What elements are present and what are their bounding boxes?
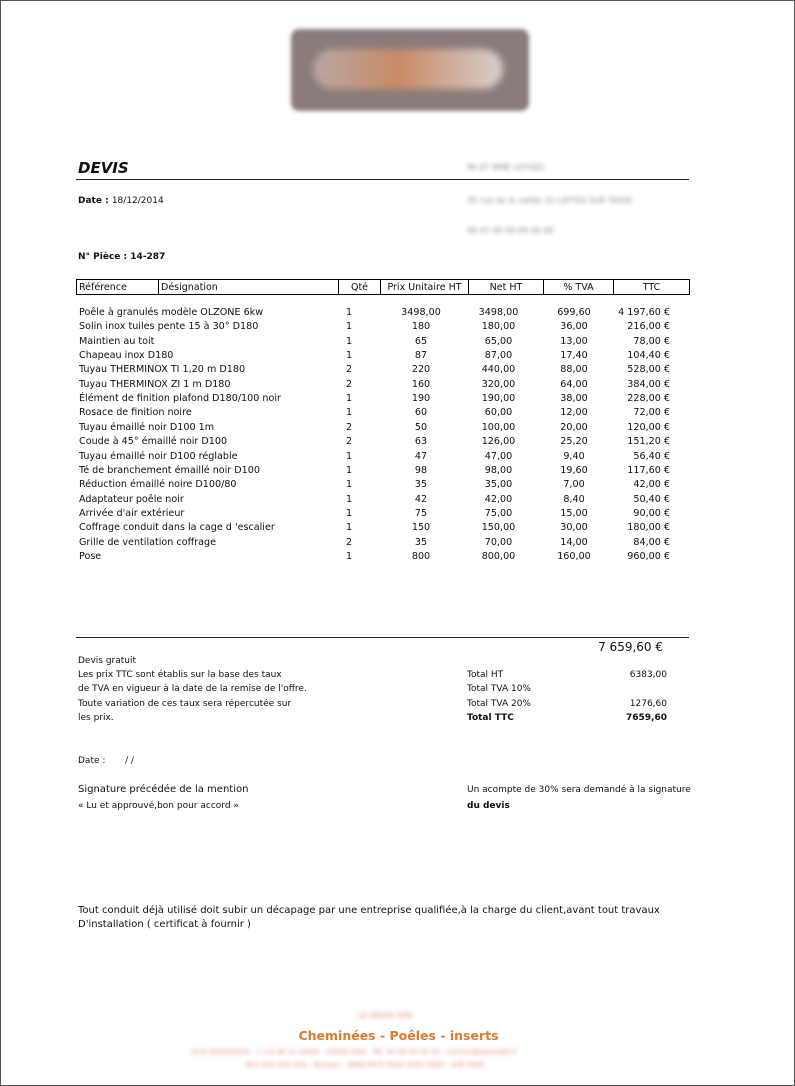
row-ttc: 4 197,60 € bbox=[618, 307, 670, 318]
header-prix-unitaire: Prix Unitaire HT bbox=[381, 280, 469, 295]
row-quantity: 1 bbox=[345, 393, 353, 405]
table-row bbox=[1, 407, 795, 421]
footer-tagline: Cheminées - Poêles - inserts bbox=[298, 1028, 499, 1043]
row-quantity: 1 bbox=[345, 407, 353, 419]
row-ttc: 960,00 € bbox=[627, 550, 670, 562]
row-net-ht: 100,00 bbox=[481, 421, 516, 433]
row-designation: Arrivée d'air extérieur bbox=[79, 507, 185, 519]
row-ttc: 151,20 € bbox=[627, 436, 670, 448]
row-designation: Solin inox tuiles pente 15 à 30° D180 bbox=[79, 321, 259, 333]
row-designation: Coffrage conduit dans la cage d 'escalier bbox=[79, 522, 275, 534]
row-net-ht: 150,00 bbox=[481, 522, 516, 534]
grand-total: 7 659,60 € bbox=[598, 640, 663, 654]
row-designation: Chapeau inox D180 bbox=[79, 350, 174, 362]
row-unit-price: 50 bbox=[414, 421, 428, 433]
date-value: 18/12/2014 bbox=[111, 196, 164, 206]
row-net-ht: 35,00 bbox=[484, 479, 513, 491]
row-unit-price: 35 bbox=[414, 536, 428, 548]
table-row bbox=[1, 551, 795, 565]
total-ttc-label: Total TTC bbox=[467, 713, 514, 723]
conditions-free: Devis gratuit bbox=[78, 656, 137, 666]
total-divider bbox=[76, 637, 689, 638]
row-quantity: 2 bbox=[345, 436, 353, 448]
conditions-line: Toute variation de ces taux sera répercutée sur bbox=[78, 699, 292, 709]
row-ttc: 384,00 € bbox=[627, 378, 670, 390]
row-quantity: 1 bbox=[345, 450, 353, 462]
table-row bbox=[1, 508, 795, 522]
client-phone: 06 47 00 00 00 00 00 bbox=[467, 226, 554, 235]
row-ttc: 50,40 € bbox=[633, 493, 670, 505]
row-ttc: 180,00 € bbox=[627, 522, 670, 534]
row-tva: 88,00 bbox=[560, 364, 588, 376]
row-net-ht: 65,00 bbox=[484, 335, 513, 347]
footer-company: LE DEVIS SAS bbox=[358, 1011, 413, 1020]
row-net-ht: 87,00 bbox=[484, 350, 513, 362]
row-ttc: 528,00 € bbox=[627, 364, 670, 376]
row-quantity: 1 bbox=[345, 479, 353, 491]
row-unit-price: 3498,00 bbox=[401, 307, 441, 318]
row-quantity: 1 bbox=[345, 321, 353, 333]
document-title: DEVIS bbox=[78, 159, 129, 177]
footer-address: Siret 000000000 - 1 rue de La vallée - 00000 Ville - Tél. 00 00 00 00 00 - contact@exemple.fr bbox=[191, 1048, 518, 1056]
row-unit-price: 800 bbox=[411, 550, 431, 562]
row-net-ht: 3498,00 bbox=[478, 307, 519, 318]
row-ttc: 104,40 € bbox=[627, 350, 670, 362]
table-row bbox=[1, 494, 795, 508]
row-ttc: 117,60 € bbox=[627, 464, 670, 476]
row-tva: 9,40 bbox=[563, 450, 585, 462]
total-tva10-label: Total TVA 10% bbox=[467, 684, 531, 694]
row-tva: 64,00 bbox=[560, 378, 588, 390]
row-net-ht: 98,00 bbox=[484, 464, 513, 476]
row-net-ht: 70,00 bbox=[484, 536, 513, 548]
row-quantity: 1 bbox=[345, 350, 353, 362]
table-row bbox=[1, 479, 795, 493]
table-header bbox=[76, 279, 690, 295]
row-unit-price: 160 bbox=[411, 378, 431, 390]
row-ttc: 90,00 € bbox=[633, 507, 670, 519]
table-row bbox=[1, 321, 795, 335]
row-designation: Coude à 45° émaillé noir D100 bbox=[79, 436, 228, 448]
row-unit-price: 87 bbox=[414, 350, 428, 362]
row-unit-price: 190 bbox=[411, 393, 431, 405]
table-row bbox=[1, 336, 795, 350]
table-row bbox=[1, 379, 795, 393]
table-row bbox=[1, 465, 795, 479]
row-net-ht: 42,00 bbox=[484, 493, 513, 505]
row-tva: 14,00 bbox=[560, 536, 588, 548]
signature-date-label: Date : bbox=[78, 756, 106, 766]
signature-mention-text: « Lu et approuvé,bon pour accord » bbox=[78, 801, 239, 811]
header-tva: % TVA bbox=[544, 280, 614, 295]
row-unit-price: 150 bbox=[411, 522, 431, 534]
table-row bbox=[1, 350, 795, 364]
table-row bbox=[1, 537, 795, 551]
row-unit-price: 180 bbox=[411, 321, 431, 333]
row-ttc: 84,00 € bbox=[633, 536, 670, 548]
date-line bbox=[78, 196, 164, 206]
total-ttc-value: 7659,60 bbox=[626, 713, 667, 723]
table-row bbox=[1, 436, 795, 450]
row-net-ht: 190,00 bbox=[481, 393, 516, 405]
piece-line bbox=[78, 252, 165, 262]
row-tva: 7,00 bbox=[563, 479, 585, 491]
row-unit-price: 35 bbox=[414, 479, 428, 491]
row-unit-price: 47 bbox=[414, 450, 428, 462]
row-tva: 19,60 bbox=[560, 464, 588, 476]
row-unit-price: 60 bbox=[414, 407, 428, 419]
total-tva20-value: 1276,60 bbox=[629, 699, 667, 709]
row-unit-price: 75 bbox=[414, 507, 428, 519]
header-designation: Désignation bbox=[159, 280, 339, 295]
row-quantity: 1 bbox=[345, 307, 353, 318]
row-tva: 13,00 bbox=[560, 335, 588, 347]
date-label: Date : bbox=[78, 196, 109, 206]
header-ttc: TTC bbox=[614, 280, 690, 295]
row-tva: 20,00 bbox=[560, 421, 588, 433]
row-unit-price: 65 bbox=[414, 335, 428, 347]
row-ttc: 228,00 € bbox=[627, 393, 670, 405]
row-net-ht: 75,00 bbox=[484, 507, 513, 519]
signature-date-slashes: / / bbox=[125, 756, 134, 766]
row-net-ht: 440,00 bbox=[481, 364, 516, 376]
row-quantity: 1 bbox=[345, 507, 353, 519]
title-divider bbox=[76, 179, 689, 180]
row-net-ht: 126,00 bbox=[481, 436, 516, 448]
row-unit-price: 220 bbox=[411, 364, 431, 376]
company-logo bbox=[291, 29, 529, 111]
row-quantity: 1 bbox=[345, 522, 353, 534]
row-tva: 38,00 bbox=[560, 393, 588, 405]
row-designation: Tuyau THERMINOX ZI 1 m D180 bbox=[79, 378, 231, 390]
row-unit-price: 42 bbox=[414, 493, 428, 505]
total-tva20-label: Total TVA 20% bbox=[467, 699, 531, 709]
row-tva: 36,00 bbox=[560, 321, 588, 333]
row-ttc: 78,00 € bbox=[633, 335, 670, 347]
table-row bbox=[1, 307, 795, 321]
conditions-line: de TVA en vigueur à la date de la remise de l'offre. bbox=[78, 684, 307, 694]
row-unit-price: 98 bbox=[414, 464, 428, 476]
row-designation: Élément de finition plafond D180/100 noir bbox=[79, 393, 281, 405]
notice-line-2: D'installation ( certificat à fournir ) bbox=[78, 919, 251, 930]
header-net-ht: Net HT bbox=[469, 280, 544, 295]
row-net-ht: 60,00 bbox=[484, 407, 513, 419]
piece-value: 14-287 bbox=[130, 252, 166, 262]
table-row bbox=[1, 422, 795, 436]
row-quantity: 2 bbox=[345, 536, 353, 548]
table-row bbox=[1, 393, 795, 407]
row-ttc: 56,40 € bbox=[633, 450, 670, 462]
row-designation: Tuyau émaillé noir D100 réglable bbox=[79, 450, 238, 462]
table-row bbox=[1, 364, 795, 378]
row-designation: Adaptateur poêle noir bbox=[79, 493, 184, 505]
row-ttc: 42,00 € bbox=[633, 479, 670, 491]
row-ttc: 120,00 € bbox=[627, 421, 670, 433]
row-net-ht: 800,00 bbox=[481, 550, 516, 562]
client-address: 35 rue de la vallée 31 LATTES SUR TASSE bbox=[467, 196, 633, 205]
row-quantity: 1 bbox=[345, 550, 353, 562]
table-row bbox=[1, 522, 795, 536]
total-ht-value: 6383,00 bbox=[629, 670, 667, 680]
row-net-ht: 320,00 bbox=[481, 378, 516, 390]
row-designation: Pose bbox=[79, 550, 102, 562]
row-net-ht: 180,00 bbox=[481, 321, 516, 333]
row-tva: 699,60 bbox=[557, 307, 591, 318]
acompte-line-2: du devis bbox=[467, 801, 510, 811]
row-designation: Poêle à granulés modèle OLZONE 6kw bbox=[79, 307, 264, 318]
row-tva: 160,00 bbox=[557, 550, 591, 562]
row-ttc: 216,00 € bbox=[627, 321, 670, 333]
row-quantity: 1 bbox=[345, 335, 353, 347]
table-row bbox=[1, 451, 795, 465]
piece-label: N° Pièce : bbox=[78, 252, 128, 262]
total-ht-label: Total HT bbox=[467, 670, 504, 680]
row-tva: 15,00 bbox=[560, 507, 588, 519]
row-designation: Tuyau émaillé noir D100 1m bbox=[79, 421, 215, 433]
row-ttc: 72,00 € bbox=[633, 407, 670, 419]
row-designation: Rosace de finition noire bbox=[79, 407, 192, 419]
row-tva: 30,00 bbox=[560, 522, 588, 534]
footer-bank: RCS 000 000 000 - Banque - IBAN FR76 0000 0000 0000 - APE 0000 bbox=[246, 1061, 485, 1069]
row-tva: 8,40 bbox=[563, 493, 585, 505]
header-reference: Référence bbox=[77, 280, 159, 295]
signature-mention-label: Signature précédée de la mention bbox=[78, 784, 249, 795]
row-designation: Réduction émaillé noire D100/80 bbox=[79, 479, 237, 491]
row-designation: Tuyau THERMINOX TI 1,20 m D180 bbox=[79, 364, 246, 376]
row-quantity: 1 bbox=[345, 493, 353, 505]
row-unit-price: 63 bbox=[414, 436, 428, 448]
conditions-line: Les prix TTC sont établis sur la base des taux bbox=[78, 670, 282, 680]
row-quantity: 2 bbox=[345, 421, 353, 433]
conditions-line: les prix. bbox=[78, 713, 114, 723]
row-tva: 12,00 bbox=[560, 407, 588, 419]
header-qte: Qté bbox=[339, 280, 381, 295]
client-name: Mr ET MME LEYGES bbox=[467, 163, 545, 172]
row-net-ht: 47,00 bbox=[484, 450, 513, 462]
row-tva: 25,20 bbox=[560, 436, 588, 448]
notice-line: Tout conduit déjà utilisé doit subir un décapage par une entreprise qualifiée,à la charge du client,avant tout travaux bbox=[78, 905, 660, 916]
row-designation: Grille de ventilation coffrage bbox=[79, 536, 216, 548]
row-quantity: 1 bbox=[345, 464, 353, 476]
row-designation: Maintien au toit bbox=[79, 335, 155, 347]
row-quantity: 2 bbox=[345, 364, 353, 376]
row-designation: Té de branchement émaillé noir D100 bbox=[79, 464, 260, 476]
acompte-line: Un acompte de 30% sera demandé à la signature bbox=[467, 785, 691, 795]
row-tva: 17,40 bbox=[560, 350, 588, 362]
row-quantity: 2 bbox=[345, 378, 353, 390]
